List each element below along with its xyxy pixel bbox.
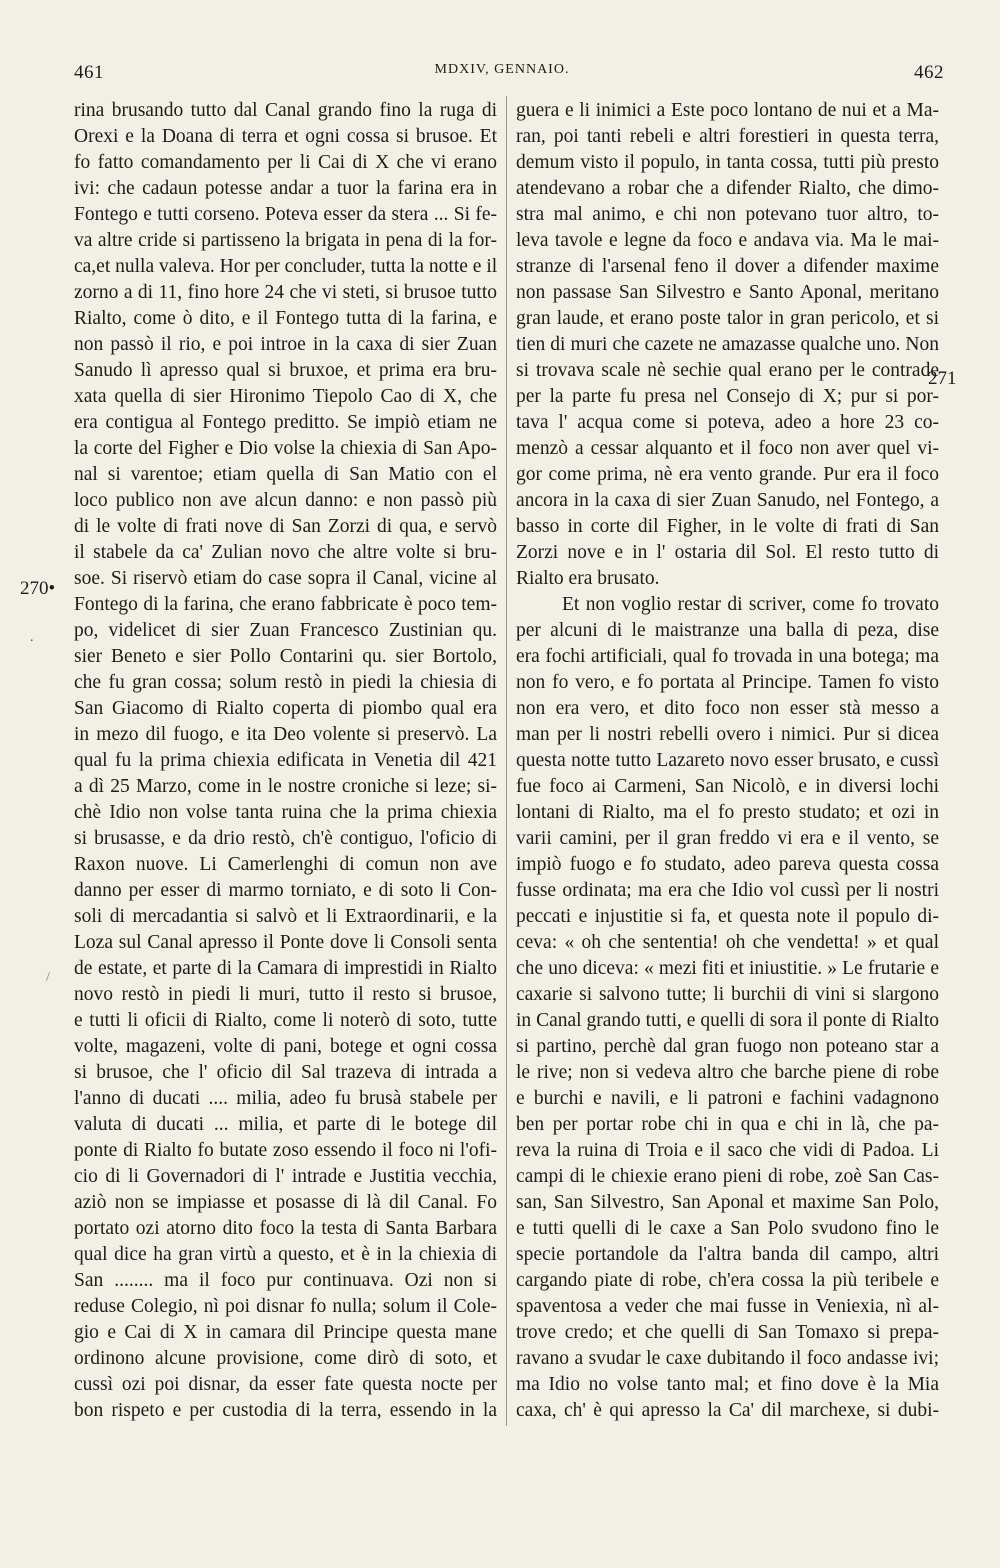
text-line: caxarie si salvono tutte; li burchii di vini si slargono	[516, 984, 939, 1005]
text-line: per alcuni di le maistranze una balla di peza, dise	[516, 620, 939, 641]
text-line: gor come prima, nè era vento grande. Pur era il foco	[516, 464, 939, 485]
text-line: basso in corte dil Figher, in le volte di frati di San	[516, 516, 939, 537]
text-line: ceva: « oh che sententia! oh che vendetta! » et qual	[516, 932, 939, 953]
text-line: loco publico non ave alcun danno: e non passò più	[74, 490, 497, 511]
text-line: man per li nostri rebelli overo i nimici. Pur si dicea	[516, 724, 939, 745]
text-line: ravano a svudar le caxe dubitando il foco andasse ivi;	[516, 1348, 939, 1369]
text-line: San Giacomo di Rialto coperta di piombo qual era	[74, 698, 497, 719]
text-line: che uno diceva: « mezi fiti et iniustitie. » Le frutarie e	[516, 958, 939, 979]
text-line: che fu gran cossa; solum restò in piedi la chiesia di	[74, 672, 497, 693]
text-line: Loza sul Canal apresso il Ponte dove li Consoli senta	[74, 932, 497, 953]
text-line: fue foco ai Carmeni, San Nicolò, e in diversi lochi	[516, 776, 939, 797]
text-line: Fontego di la farina, che erano fabbricate è poco tem-	[74, 594, 497, 615]
text-line: ran, poi tanti rebeli e altri forestieri in questa terra,	[516, 126, 939, 147]
text-line: sier Beneto e sier Pollo Contarini qu. sier Bortolo,	[74, 646, 497, 667]
text-line: gran laude, et erano poste talor in gran pericolo, et si	[516, 308, 939, 329]
text-line: era contigua al Fontego preditto. Se impiò etiam ne	[74, 412, 497, 433]
right-page-number: 462	[914, 62, 944, 83]
text-line: campi di le chiexie erano pieni di robe, zoè San Cas-	[516, 1166, 939, 1187]
text-line: e tutti quelli di le caxe a San Polo svudono fino le	[516, 1218, 939, 1239]
text-line: la corte del Figher e Dio volse la chiexia di San Apo-	[74, 438, 497, 459]
text-line: impiò fuogo e fo studato, adeo pareva questa cossa	[516, 854, 939, 875]
text-line: non passò il rio, e poi introe in la caxa di sier Zuan	[74, 334, 497, 355]
text-line: Et non voglio restar di scriver, come fo trovato	[562, 594, 939, 615]
text-line: san, San Silvestro, San Aponal et maxime San Polo,	[516, 1192, 939, 1213]
text-line: va altre cride si partisseno la brigata in pena di la for-	[74, 230, 497, 251]
text-line: peccati e injustitie si fa, et questa note il populo di-	[516, 906, 939, 927]
text-line: leva tavole e legne da foco e andava via. Ma le mai-	[516, 230, 939, 251]
text-line: lontani di Rialto, ma el fo presto studato; et ozi in	[516, 802, 939, 823]
text-line: bon rispeto e per custodia di la terra, essendo in la	[74, 1400, 497, 1421]
text-line: di le volte di frati nove di San Zorzi di qua, e servò	[74, 516, 497, 537]
text-line: de estate, et parte di la Camara di imprestidi in Rialto	[74, 958, 497, 979]
text-line: danno per esser di marmo torniato, e di soto li Con-	[74, 880, 497, 901]
text-line: qual fu la prima chiexia edificata in Venetia dil 421	[74, 750, 497, 771]
text-line: cargando piate di robe, ch'era cossa la più teribele e	[516, 1270, 939, 1291]
text-line: stra mal animo, e chi non potevano tuor altro, to-	[516, 204, 939, 225]
text-line: xata quella di sier Hironimo Tiepolo Cao di X, che	[74, 386, 497, 407]
text-line: e burchi e navili, e li patroni e fachini vadagnono	[516, 1088, 939, 1109]
text-line: si trovava scale nè sechie qual erano per le contrade	[516, 360, 939, 381]
text-line: gio e Cai di X in camara dil Principe questa mane	[74, 1322, 497, 1343]
text-line: tava l' acqua come si poteva, adeo a hore 23 co-	[516, 412, 939, 433]
text-line: rina brusando tutto dal Canal grando fino la ruga di	[74, 100, 497, 121]
text-line: portato ozi atorno dito foco la testa di Santa Barbara	[74, 1218, 497, 1239]
text-line: era fochi artificiali, qual fo trovada in una botega; ma	[516, 646, 939, 667]
text-line: questa notte tutto Lazareto novo esser brusato, e cussì	[516, 750, 939, 771]
margin-mark: .	[30, 630, 34, 645]
text-line: specie portandole da l'altra banda dil campo, altri	[516, 1244, 939, 1265]
text-line: Raxon nuove. Li Camerlenghi di comun non ave	[74, 854, 497, 875]
text-line: Orexi e la Doana di terra et ogni cossa si brusoe. Et	[74, 126, 497, 147]
text-line: novo restò in piedi li muri, tutto il resto si brusoe,	[74, 984, 497, 1005]
text-line: il stabele da ca' Zulian novo che altre volte si bru-	[74, 542, 497, 563]
text-line: Rialto, come ò dito, e il Fontego tutta di la farina, e	[74, 308, 497, 329]
text-line: caxa, ch' è qui apresso la Ca' dil marchexe, si dubi-	[516, 1400, 939, 1421]
text-line: Fontego e tutti corseno. Poteva esser da stera ... Si fe-	[74, 204, 497, 225]
text-line: per la parte fu presa nel Consejo di X; pur si por-	[516, 386, 939, 407]
text-line: varii camini, per il gran freddo vi era e il vento, se	[516, 828, 939, 849]
text-line: trove credo; et che quelli di San Tomaxo si prepa-	[516, 1322, 939, 1343]
text-line: spaventosa a veder che mai fusse in Veniexia, nì al-	[516, 1296, 939, 1317]
text-line: qual dice ha gran virtù a questo, et è in la chiexia di	[74, 1244, 497, 1265]
text-line: volte, magazeni, volte di pani, botege et ogni cossa	[74, 1036, 497, 1057]
text-line: non era vero, et dito foco non esser stà messo a	[516, 698, 939, 719]
text-line: nal si varentoe; etiam quella di San Matio con el	[74, 464, 497, 485]
text-line: ma Idio no volse tanto mal; et fino dove è la Mia	[516, 1374, 939, 1395]
text-line: valuta di ducati ... milia, et parte di le botege dil	[74, 1114, 497, 1135]
text-line: soli di mercadantia si salvò et li Extraordinarii, e la	[74, 906, 497, 927]
left-page-number: 461	[74, 62, 104, 83]
column-divider	[506, 96, 507, 1426]
text-line: stranze di l'arsenal feno il dover a difender maxime	[516, 256, 939, 277]
text-line: soe. Si riservò etiam do case sopra il Canal, vicine al	[74, 568, 497, 589]
text-line: si partino, perchè dal gran fuogo non poteano star a	[516, 1036, 939, 1057]
text-line: in mezo dil fuogo, e ita Deo volente si preservò. La	[74, 724, 497, 745]
text-line: ca,et nulla valeva. Hor per concluder, tutta la notte e il	[74, 256, 497, 277]
text-line: si brusasse, e da drio restò, ch'è contiguo, l'oficio di	[74, 828, 497, 849]
running-title: MDXIV, GENNAIO.	[434, 62, 570, 77]
text-line: atendevano a robar che a difender Rialto, che dimo-	[516, 178, 939, 199]
text-line: San ........ ma il foco pur continuava. Ozi non si	[74, 1270, 497, 1291]
text-line: in Canal grando tutti, e quelli di sora il ponte di Rialto	[516, 1010, 939, 1031]
text-line: Zorzi nove e in l' ostaria dil Sol. El resto tutto di	[516, 542, 939, 563]
text-line: zorno a di 11, fino hore 24 che vi steti, si brusoe tutto	[74, 282, 497, 303]
text-line: non passase San Silvestro e Santo Aponal, meritano	[516, 282, 939, 303]
text-line: Rialto era brusato.	[516, 568, 660, 589]
text-line: menzò a cessar alquanto et il foco non aver quel vi-	[516, 438, 939, 459]
text-line: chè Idio non volse tanta ruina che la prima chiexia	[74, 802, 497, 823]
text-line: ponte di Rialto fo butate zoso essendo il foco ni l'ofi-	[74, 1140, 497, 1161]
text-line: e tutti li oficii di Rialto, come li noterò di soto, tutte	[74, 1010, 497, 1031]
text-line: guera e li inimici a Este poco lontano de nui et a Ma-	[516, 100, 939, 121]
text-line: ancora in la caxa di sier Zuan Sanudo, nel Fontego, a	[516, 490, 939, 511]
text-line: fusse ordinata; ma era che Idio vol cussì per li nostri	[516, 880, 939, 901]
text-line: ben per portar robe chi in qua e chi in là, che pa-	[516, 1114, 939, 1135]
text-line: demum visto il populo, in tanta cossa, tutti più presto	[516, 152, 939, 173]
text-line: si brusoe, che l' oficio dil Sal trazeva di intrada a	[74, 1062, 497, 1083]
text-line: l'anno di ducati .... milia, adeo fu brusà stabele per	[74, 1088, 497, 1109]
right-text-column	[516, 98, 939, 1424]
margin-number-right: 271	[928, 368, 957, 389]
text-line: ordinono alcune provisione, come dirò di soto, et	[74, 1348, 497, 1369]
text-line: reduse Colegio, nì poi disnar fo nulla; solum il Cole-	[74, 1296, 497, 1317]
text-line: aziò non se impiasse et posasse di là dil Canal. Fo	[74, 1192, 497, 1213]
text-line: Sanudo lì apresso qual si bruxoe, et prima era bru-	[74, 360, 497, 381]
text-line: po, videlicet di sier Zuan Francesco Zustinian qu.	[74, 620, 497, 641]
text-line: a dì 25 Marzo, come in le nostre croniche si leze; si-	[74, 776, 497, 797]
text-line: cussì ozi poi disnar, da esser fate questa nocte per	[74, 1374, 497, 1395]
text-line: reva la ruina di Troia e il saco che vidi di Padoa. Li	[516, 1140, 939, 1161]
margin-number-left: 270•	[20, 578, 56, 599]
text-line: fo fatto comandamento per li Cai di X che vi erano	[74, 152, 497, 173]
text-line: non fo vero, e fo portata al Principe. Tamen fo visto	[516, 672, 939, 693]
left-text-column	[74, 98, 497, 1424]
text-line: tien di muri che cazete ne amazasse qualche uno. Non	[516, 334, 939, 355]
text-line: le rive; non si vedeva altro che barche piene di robe	[516, 1062, 939, 1083]
text-line: ivi: che cadaun potesse andar a tuor la farina era in	[74, 178, 497, 199]
text-line: cio di li Governadori di l' intrade e Justitia vecchia,	[74, 1166, 497, 1187]
margin-mark: /	[46, 970, 50, 985]
